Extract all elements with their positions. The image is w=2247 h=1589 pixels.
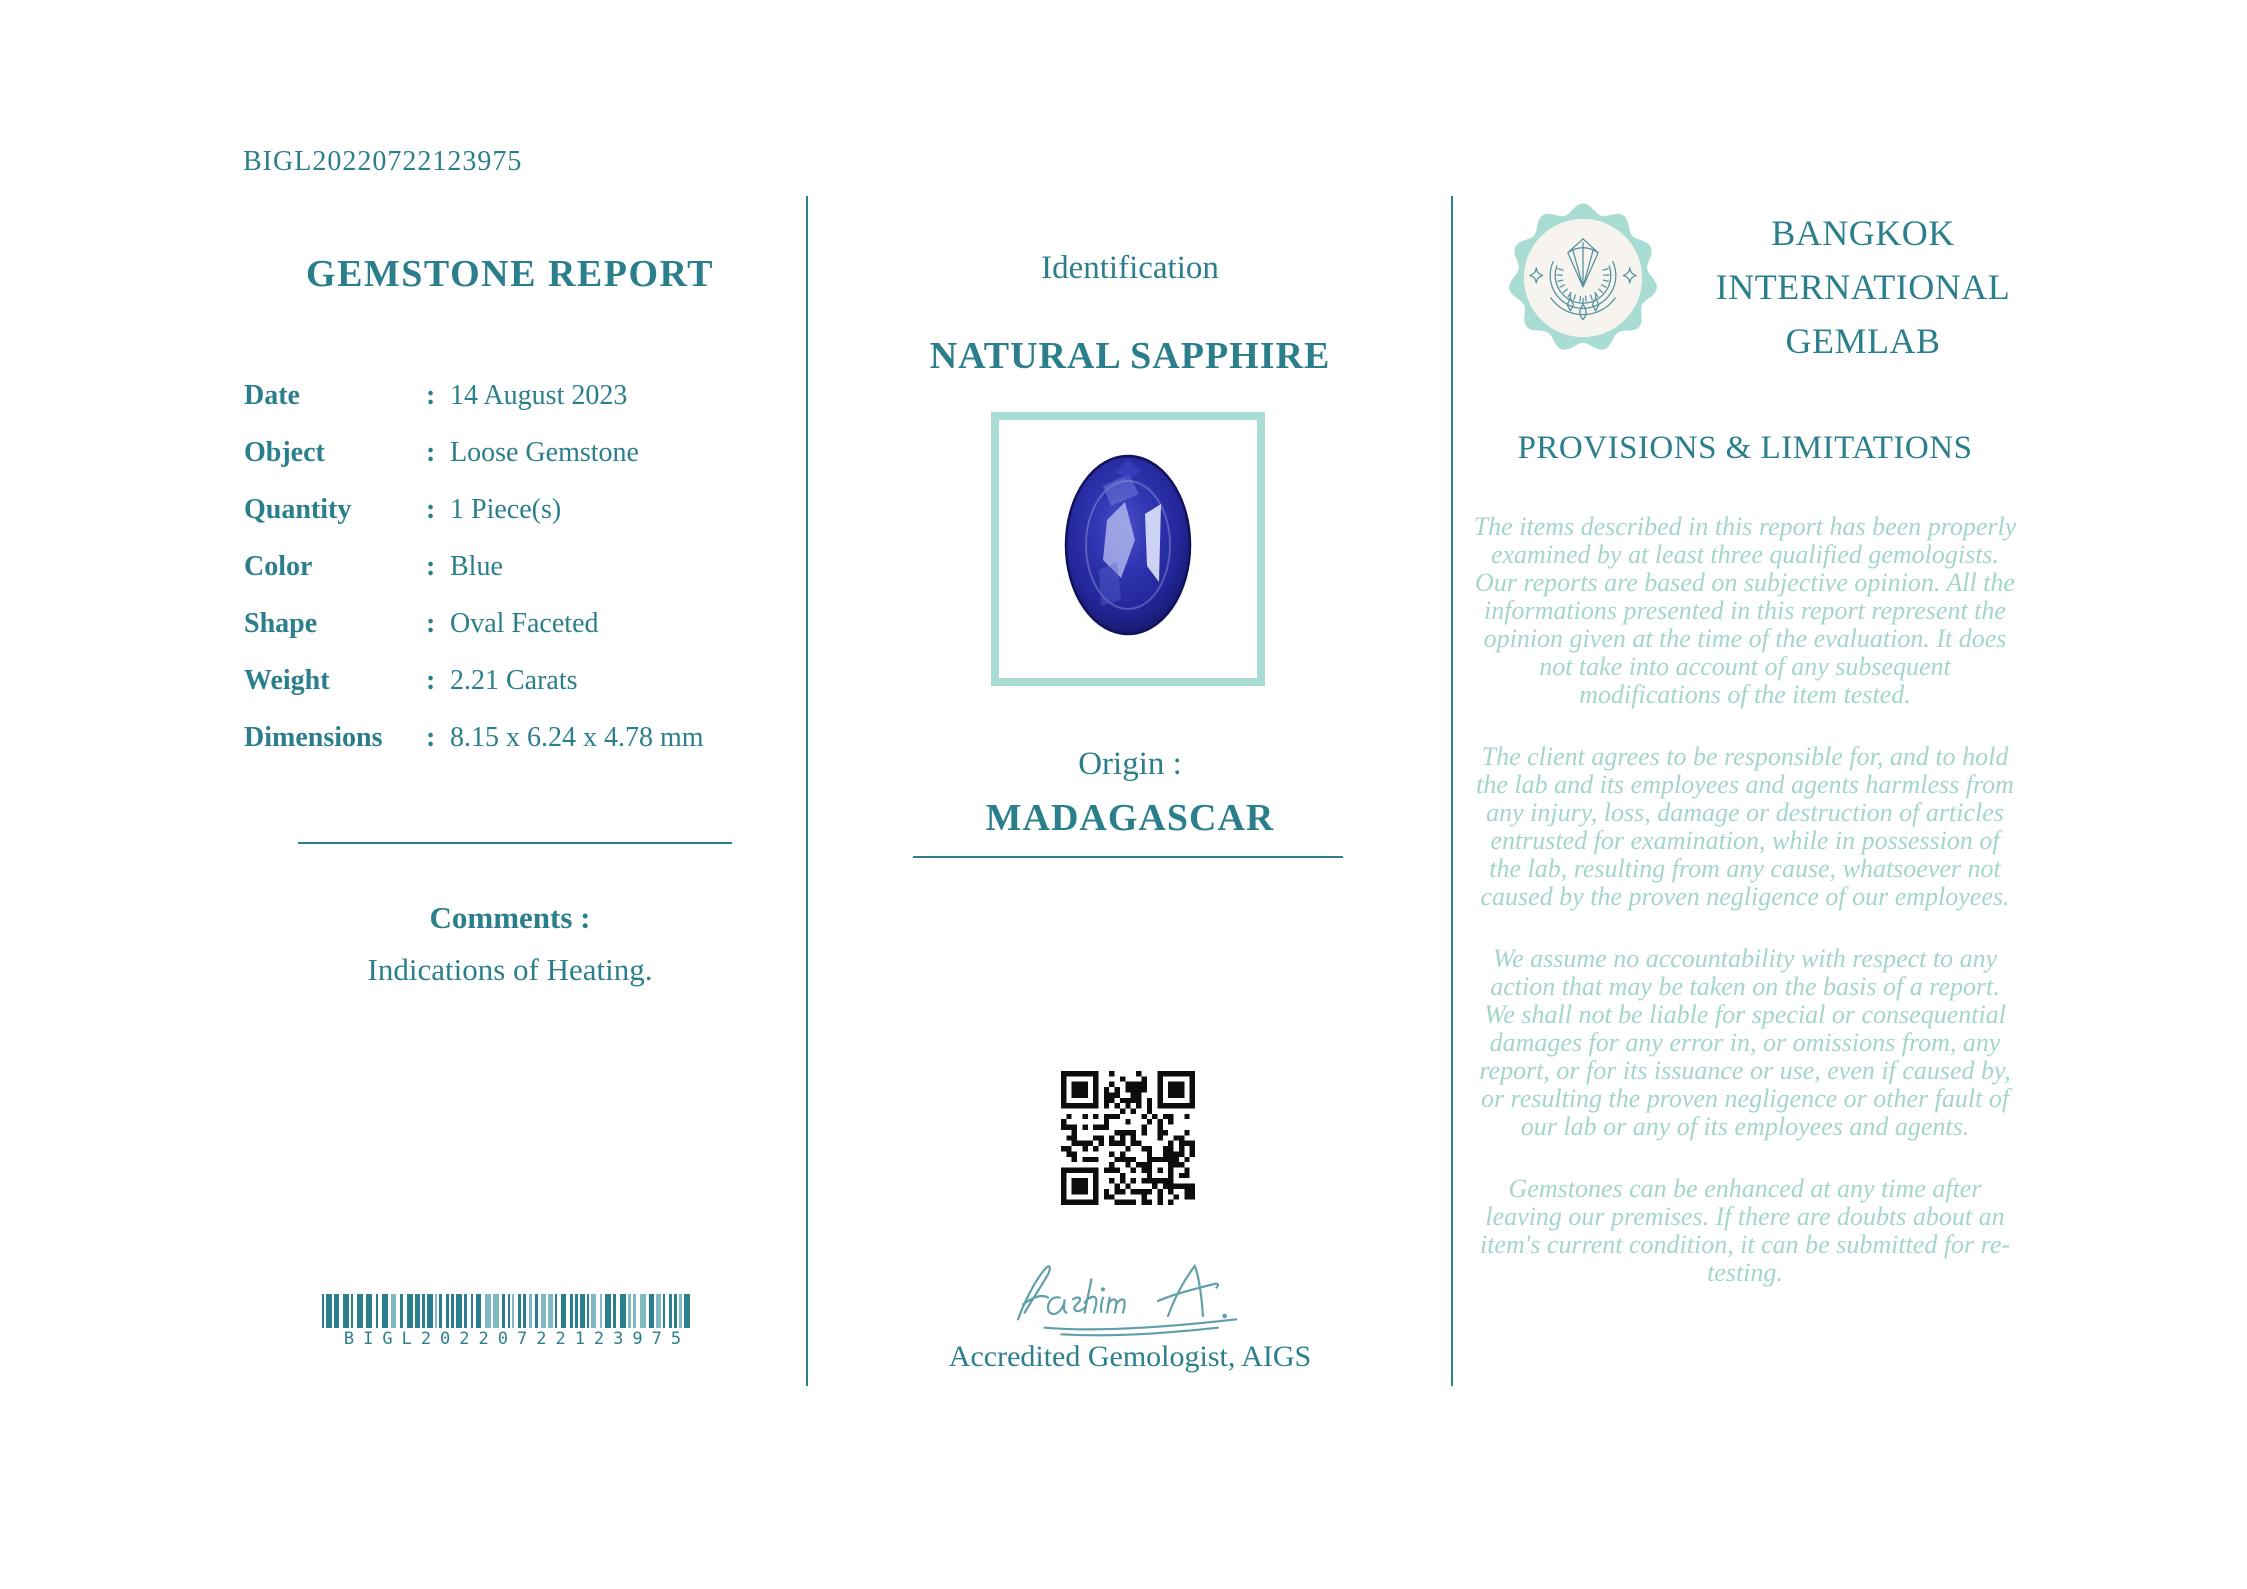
field-label: Object: [244, 437, 325, 468]
report-number: BIGL20220722123975: [243, 146, 523, 177]
provisions-paragraph: Gemstones can be enhanced at any time after leaving our premises. If there are doubts about an item's current condition, it can be submitted for re-testing.: [1479, 1174, 2011, 1287]
field-label: Shape: [244, 608, 318, 639]
column-divider-right: [1451, 196, 1453, 1386]
barcode: [322, 1294, 712, 1349]
field-label: Color: [244, 551, 313, 582]
gemlab-logo-badge-icon: [1502, 197, 1664, 359]
table-row: [240, 665, 780, 697]
org-name-line: GEMLAB: [1785, 321, 1941, 361]
org-name-line: BANGKOK: [1771, 213, 1955, 253]
field-label: Dimensions: [244, 722, 383, 753]
barcode-bars: [322, 1294, 712, 1328]
signature-drawing: [978, 1246, 1278, 1346]
identification-heading: Identification: [1041, 250, 1219, 286]
table-row: [240, 437, 780, 469]
org-name-line: INTERNATIONAL: [1715, 267, 2011, 307]
field-colon: :: [426, 608, 436, 639]
qr-code: [1061, 1071, 1195, 1205]
field-value: 8.15 x 6.24 x 4.78 mm: [450, 722, 704, 753]
page-title: GEMSTONE REPORT: [306, 253, 714, 295]
field-label: Quantity: [244, 494, 352, 525]
field-value: 1 Piece(s): [450, 494, 562, 525]
field-colon: :: [426, 722, 436, 753]
field-colon: :: [426, 494, 436, 525]
barcode-label: BIGL20220722123975: [343, 1329, 691, 1349]
gem-details-table: [240, 380, 780, 779]
provisions-paragraph: The client agrees to be responsible for, and to hold the lab and its employees and agents harmless from any injury, loss, damage or destruction of articles entrusted for examination, while in possession of the lab, resulting from any cause, whatsoever not caused by the proven negligence of our employees.: [1476, 742, 2014, 911]
gem-identification: NATURAL SAPPHIRE: [929, 335, 1331, 377]
table-row: [240, 722, 780, 754]
provisions-heading: PROVISIONS & LIMITATIONS: [1517, 430, 1973, 466]
table-row: [240, 608, 780, 640]
accreditation-text: Accredited Gemologist, AIGS: [948, 1340, 1312, 1373]
field-value: Oval Faceted: [450, 608, 599, 639]
field-colon: :: [426, 665, 436, 696]
table-row: [240, 494, 780, 526]
origin-value: MADAGASCAR: [985, 797, 1275, 839]
middle-section-divider: [913, 856, 1343, 858]
comments-heading: Comments :: [429, 900, 591, 935]
table-row: [240, 551, 780, 583]
field-value: 2.21 Carats: [450, 665, 578, 696]
signature: [978, 1246, 1278, 1346]
gem-photo-frame: [991, 412, 1265, 686]
field-value: Blue: [450, 551, 503, 582]
column-divider-left: [806, 196, 808, 1386]
field-value: 14 August 2023: [450, 380, 628, 411]
table-row: [240, 380, 780, 412]
field-label: Date: [244, 380, 300, 411]
field-colon: :: [426, 437, 436, 468]
comments-text: Indications of Heating.: [367, 952, 653, 987]
gem-photo: [999, 420, 1257, 678]
field-colon: :: [426, 380, 436, 411]
left-section-divider: [298, 842, 732, 844]
field-colon: :: [426, 551, 436, 582]
field-label: Weight: [244, 665, 330, 696]
field-value: Loose Gemstone: [450, 437, 639, 468]
org-name: [1668, 206, 2058, 368]
provisions-paragraphs: [1472, 513, 2018, 1321]
provisions-paragraph: We assume no accountability with respect to any action that may be taken on the basis of a report. We shall not be liable for special or consequential damages for any error in, or omissions from, any report, or for its issuance or use, even if caused by, or resulting the proven negligence or other fault of our lab or any of its employees and agents.: [1479, 944, 2011, 1141]
origin-heading: Origin :: [1078, 746, 1182, 782]
provisions-paragraph: The items described in this report has been properly examined by at least three qualified gemologists. Our reports are based on subjective opinion. All the informations presented in this report represent the opinion given at the time of the evaluation. It does not take into account of any subsequent modifications of the item tested.: [1473, 512, 2017, 709]
